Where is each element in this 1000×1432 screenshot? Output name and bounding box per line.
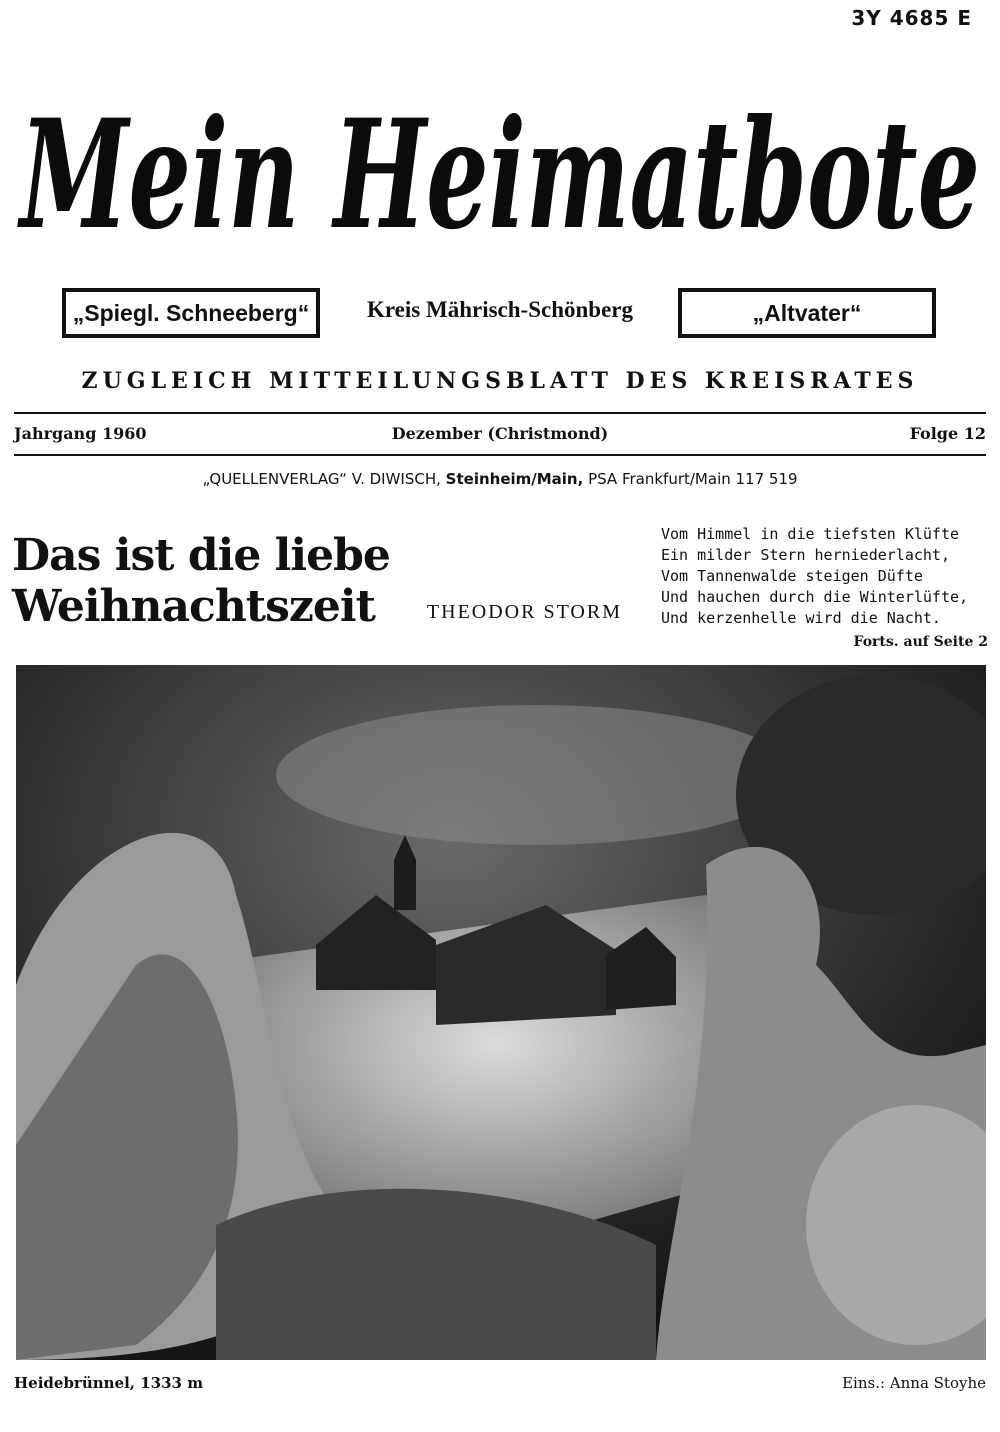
article-headline: Das ist die liebe Weihnachtszeit [12, 530, 390, 632]
issue-number: Folge 12 [909, 424, 986, 443]
poem-line: Ein milder Stern herniederlacht, [661, 546, 950, 564]
poem-line: Vom Himmel in die tiefsten Klüfte [661, 525, 960, 543]
publisher-name: „QUELLENVERLAG“ V. DIWISCH, [202, 470, 446, 488]
poem-excerpt [661, 524, 991, 629]
masthead-title: Mein Heimatbote [16, 87, 981, 263]
region-box-left: „Spiegl. Schneeberg“ [62, 288, 320, 338]
publisher-account: PSA Frankfurt/Main 117 519 [583, 470, 798, 488]
chapel-tower [394, 860, 416, 910]
poem-line: Und hauchen durch die Winterlüfte, [661, 588, 969, 606]
cover-photo [16, 665, 986, 1360]
issue-info [14, 424, 986, 448]
divider-top [14, 412, 986, 414]
code-number: 3Y 4685 E [851, 6, 972, 30]
continued-note: Forts. auf Seite 2 [853, 634, 988, 650]
issue-year: Jahrgang 1960 [14, 424, 147, 443]
photo-credit: Eins.: Anna Stoyhe [842, 1374, 986, 1392]
issue-month: Dezember (Christmond) [391, 424, 609, 443]
masthead-logo [10, 42, 990, 280]
poem-line: Vom Tannenwalde steigen Düfte [661, 567, 923, 585]
divider-bottom [14, 454, 986, 456]
cloud [276, 705, 796, 845]
photo-caption: Heidebrünnel, 1333 m [14, 1374, 204, 1392]
subtitle: ZUGLEICH MITTEILUNGSBLATT DES KREISRATES [81, 368, 919, 394]
article-author: THEODOR STORM [426, 601, 622, 623]
publisher-city: Steinheim/Main, [445, 470, 584, 488]
poem-line: Und kerzenhelle wird die Nacht. [661, 609, 941, 627]
region-box-right: „Altvater“ [678, 288, 936, 338]
district-label: Kreis Mährisch-Schönberg [367, 297, 633, 322]
publisher-line [10, 470, 990, 488]
